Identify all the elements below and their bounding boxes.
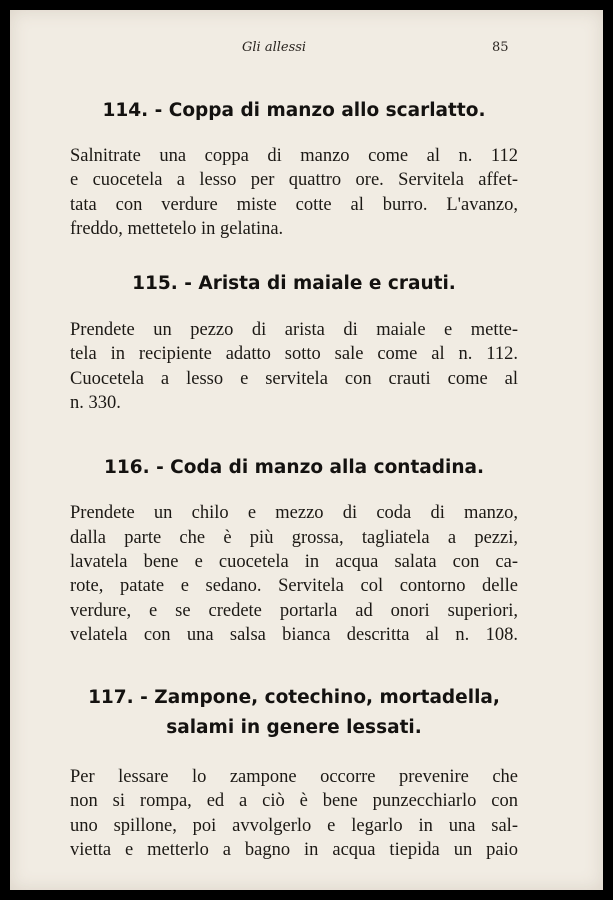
text-line: uno spillone, poi avvolgerlo e legarlo in una sal- <box>70 815 518 836</box>
recipe-number: 115. <box>132 273 178 295</box>
text-line: verdure, e se credete portarla ad onori superiori, <box>70 600 518 621</box>
recipe-114 <box>70 98 518 241</box>
text-line: Prendete un chilo e mezzo di coda di manzo, <box>70 503 518 524</box>
recipe-text <box>70 501 518 647</box>
recipe-title-text-line2: salami in genere lessati. <box>166 717 422 739</box>
text-line: non si rompa, ed a ciò è bene punzecchiarlo con <box>70 791 518 812</box>
page-content <box>70 98 518 862</box>
text-line: Salnitrate una coppa di manzo come al n. 112 <box>70 146 518 166</box>
text-line: lavatela bene e cuocetela in acqua salata con ca- <box>70 551 518 572</box>
recipe-title <box>70 455 518 481</box>
text-line: e cuocetela a lesso per quattro ore. Servitela affet- <box>70 170 518 191</box>
text-line: dalla parte che è più grossa, tagliatela a pezzi, <box>70 527 518 548</box>
book-page <box>10 10 603 890</box>
text-line: vietta e metterlo a bagno in acqua tiepida un paio <box>70 840 518 861</box>
recipe-text <box>70 318 518 415</box>
recipe-title <box>70 683 518 743</box>
page-number: 85 <box>492 40 509 55</box>
recipe-116 <box>70 455 518 647</box>
recipe-title-text: - Arista di maiale e crauti. <box>184 273 456 295</box>
text-line: freddo, mettetelo in gelatina. <box>70 218 284 239</box>
text-line: Cuocetela a lesso e servitela con crauti come al <box>70 368 518 389</box>
recipe-title-text: - Coppa di manzo allo scarlatto. <box>154 100 486 121</box>
text-line: rote, patate e sedano. Servitela col contorno delle <box>70 576 518 597</box>
text-line: velatela con una salsa bianca descritta al n. 108. <box>70 624 518 645</box>
text-line: n. 330. <box>70 393 121 414</box>
recipe-title <box>70 271 518 297</box>
recipe-title-text: - Zampone, cotechino, mortadella, <box>140 687 500 709</box>
recipe-title <box>70 98 518 124</box>
recipe-117 <box>70 683 518 862</box>
recipe-text <box>70 765 518 862</box>
text-line: Per lessare lo zampone occorre prevenire che <box>70 767 518 788</box>
text-line: tata con verdure miste cotte al burro. L'avanzo, <box>70 194 518 215</box>
running-title: Gli allessi <box>242 40 307 55</box>
recipe-number: 114. <box>102 100 149 121</box>
recipe-115 <box>70 271 518 415</box>
recipe-text <box>70 144 518 241</box>
text-line: tela in recipiente adatto sotto sale come al n. 112. <box>70 344 518 365</box>
recipe-title-text: - Coda di manzo alla contadina. <box>156 457 485 479</box>
recipe-number: 116. <box>103 457 150 479</box>
recipe-number: 117. <box>88 687 134 709</box>
text-line: Prendete un pezzo di arista di maiale e mette- <box>70 320 518 341</box>
